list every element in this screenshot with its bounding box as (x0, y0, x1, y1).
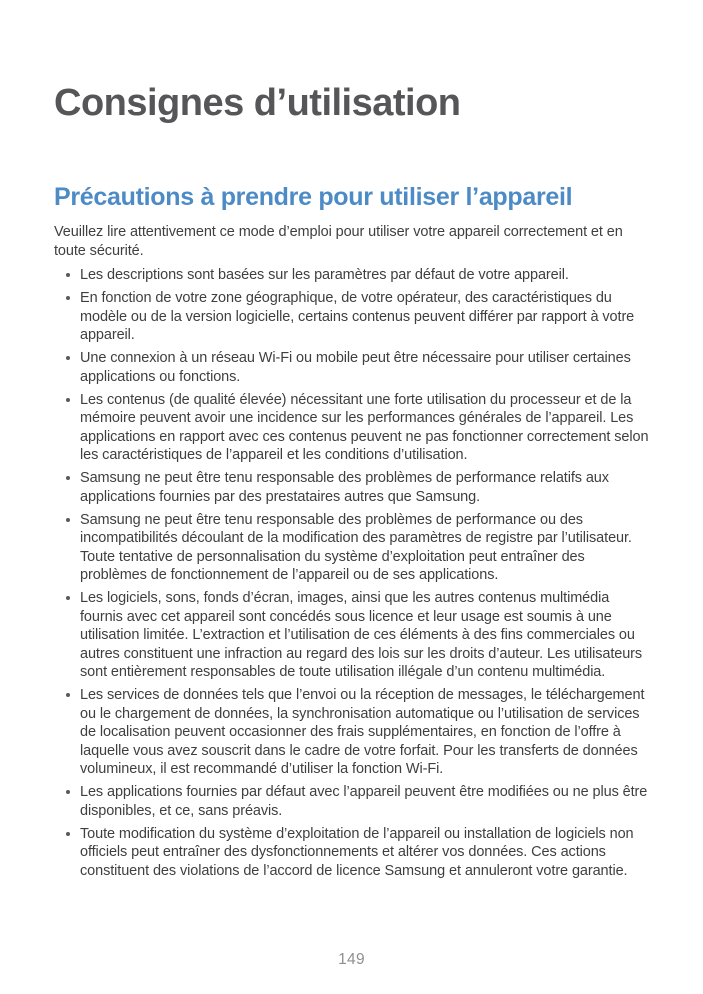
bullet-icon (66, 273, 70, 277)
bullet-icon (66, 596, 70, 600)
list-item (54, 686, 651, 779)
intro-paragraph: Veuillez lire attentivement ce mode d’emploi pour utiliser votre appareil correctement et en toute sécurité. (54, 224, 623, 259)
list-item (54, 349, 651, 386)
page-content (54, 0, 651, 885)
section-heading: Précautions à prendre pour utiliser l’appareil (54, 183, 573, 211)
chapter-title: Consignes d’utilisation (54, 82, 461, 124)
bullet-icon (66, 476, 70, 480)
list-item-text: Samsung ne peut être tenu responsable des problèmes de performance relatifs aux applications fournies par des prestataires autres que Samsung. (80, 470, 609, 505)
list-item (54, 825, 651, 881)
list-item (54, 391, 651, 465)
list-item (54, 469, 651, 506)
list-item-text: Les applications fournies par défaut avec l’appareil peuvent être modifiées ou ne plus être disponibles, et ce, sans préavis. (80, 784, 648, 819)
precautions-list (54, 266, 651, 880)
list-item-text: Les logiciels, sons, fonds d’écran, images, ainsi que les autres contenus multimédia fournis avec cet appareil sont concédés sous licence et leur usage est soumis à une utilisation limitée. L’extraction et l’utilisation de ces éléments à des fins commerciales ou autres constituent une infraction au regard des lois sur les droits d’auteur. Les utilisateurs sont entièrement responsables de toute utilisation illégale d’un contenu multimédia. (80, 590, 643, 680)
list-item-text: Une connexion à un réseau Wi-Fi ou mobile peut être nécessaire pour utiliser certaines applications ou fonctions. (80, 350, 631, 385)
list-item-text: Samsung ne peut être tenu responsable des problèmes de performance ou des incompatibilités découlant de la modification des paramètres de registre par l’utilisateur. Toute tentative de personnalisation du système d’exploitation peut entraîner des problèmes de fonctionnement de l’appareil ou de ses applications. (80, 511, 632, 583)
bullet-icon (66, 296, 70, 300)
bullet-icon (66, 356, 70, 360)
list-item (54, 783, 651, 820)
page-number: 149 (338, 951, 365, 968)
bullet-icon (66, 832, 70, 836)
list-item-text: Les services de données tels que l’envoi ou la réception de messages, le téléchargement ou le chargement de données, la synchronisation automatique ou l’utilisation de services de localisation peuvent occasionner des frais supplémentaires, en fonction de l’offre à laquelle vous avez souscrit dans le cadre de votre forfait. Pour les transferts de données volumineux, il est recommandé d’utiliser la fonction Wi-Fi. (80, 687, 645, 777)
list-item-text: Les descriptions sont basées sur les paramètres par défaut de votre appareil. (80, 267, 569, 283)
list-item (54, 511, 651, 585)
list-item (54, 266, 651, 285)
list-item-text: En fonction de votre zone géographique, de votre opérateur, des caractéristiques du modèle ou de la version logicielle, certains contenus peuvent différer par rapport à votre appareil. (80, 290, 635, 343)
bullet-icon (66, 790, 70, 794)
list-item-text: Toute modification du système d’exploitation de l’appareil ou installation de logiciels non officiels peut entraîner des dysfonctionnements et altérer vos données. Ces actions constituent des violations de l’accord de licence Samsung et annuleront votre garantie. (80, 825, 634, 879)
bullet-icon (66, 693, 70, 697)
list-item-text: Les contenus (de qualité élevée) nécessitant une forte utilisation du processeur et de la mémoire peuvent avoir une incidence sur les performances générales de l’appareil. Les applications en rapport avec ces contenus peuvent ne pas fonctionner correctement selon les caractéristiques de l’appareil et les conditions d’utilisation. (80, 391, 649, 463)
list-item (54, 589, 651, 682)
bullet-icon (66, 398, 70, 402)
bullet-icon (66, 518, 70, 522)
list-item (54, 289, 651, 345)
